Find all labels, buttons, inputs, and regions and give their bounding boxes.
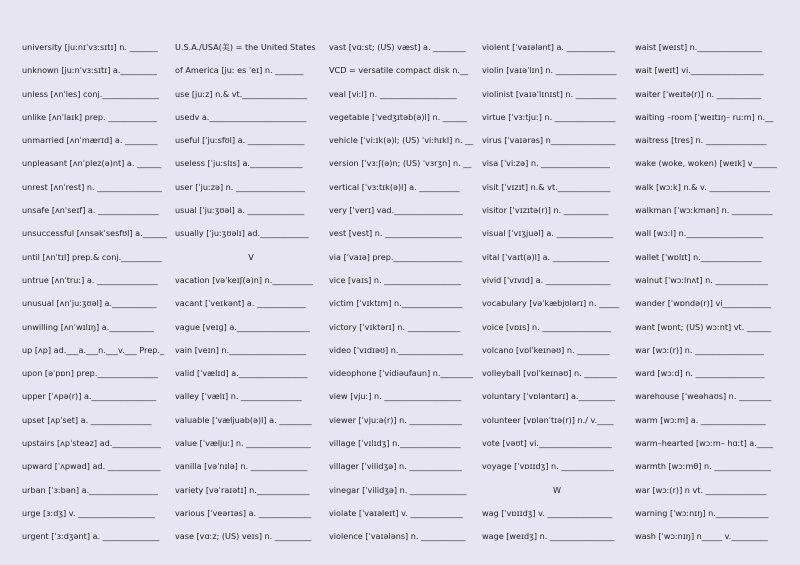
vocab-entry: upon [əˈpɒn] prep._______________ xyxy=(22,368,159,379)
vocab-entry: unusual [ʌnˈjuːʒʊəl] a.___________ xyxy=(22,298,157,309)
vocab-entry: unsafe [ʌnˈseɪf] a. _______________ xyxy=(22,205,159,216)
vocab-entry: vanilla [vəˈnɪlə] n. ______________ xyxy=(175,461,308,472)
vocab-entry: warm–hearted [wɔːm– hɑːt] a.____ xyxy=(635,438,774,449)
vocab-entry: vast [vɑːst; (US) væst] a. ________ xyxy=(329,42,466,52)
vocab-entry: ward [wɔːd] n. _________________ xyxy=(635,368,765,379)
section-letter-w: W xyxy=(552,484,561,495)
vocab-entry: volcano [vɒlˈkeɪnəʊ] n. ________ xyxy=(482,344,610,355)
vocab-entry: wander [ˈwɒndə(r)] vi____________ xyxy=(635,298,772,309)
vocab-entry: volleyball [vɒlˈkeɪnəʊ] n. ________ xyxy=(482,368,617,379)
vocab-entry: usually [ˈjuːʒʊəlɪ] ad.____________ xyxy=(175,228,309,239)
vocab-entry: waist [weɪst] n.________________ xyxy=(635,42,763,52)
vocab-entry: vivid [ˈvɪvɪd] a. ________________ xyxy=(482,274,611,285)
vocab-entry: walnut [ˈwɔːlnʌt] n. _____________ xyxy=(635,274,768,285)
vocab-entry: waitress [tres] n. _______________ xyxy=(635,135,767,146)
vocab-entry: visa [ˈviːzə] n. _________________ xyxy=(482,158,610,169)
vocab-entry: video [ˈvɪdɪəʊ] n.________________ xyxy=(329,344,464,355)
vocab-entry: upset [ʌpˈset] a. _______________ xyxy=(22,414,152,425)
vocab-entry: voluntary [ˈvɒləntərɪ] a._________ xyxy=(482,391,615,402)
vocab-entry: vacant [ˈveɪkənt] a. ____________ xyxy=(175,298,306,309)
vocab-entry: urban [ˈɜːbən] a._________________ xyxy=(22,484,158,495)
vocab-entry: walkman [ˈwɔːkmən] n. __________ xyxy=(635,205,773,216)
vocab-column-3 xyxy=(329,39,477,552)
vocab-entry: useless [ˈjuːslɪs] a._____________ xyxy=(175,158,303,169)
vocab-entry: upward [ˈʌpwəd] ad. _____________ xyxy=(22,461,161,472)
vocab-entry: voyage [ˈvɒɪɪdʒ] n. _____________ xyxy=(482,461,614,472)
vocab-entry: use [juːz] n.& vt.________________ xyxy=(175,88,308,99)
vocab-entry: up [ʌp] ad.___a.___n.___v.___ Prep._ xyxy=(22,344,165,355)
vocab-entry: victim [ˈvɪktɪm] n._______________ xyxy=(329,298,463,309)
vocab-column-2 xyxy=(175,39,327,552)
vocab-entry: veal [viːl] n. ___________________ xyxy=(329,88,457,99)
vocab-entry: unless [ʌnˈles] conj.______________ xyxy=(22,88,159,99)
vocab-entry: valley [ˈvælɪ] n. _______________ xyxy=(175,391,302,402)
vocab-entry: viewer [ˈvjuːə(r)] n. _____________ xyxy=(329,414,463,425)
vocab-entry: violate [ˈvaɪəleɪt] v. _____________ xyxy=(329,507,464,518)
vocab-entry: visit [ˈvɪzɪt] n.& vt._____________ xyxy=(482,181,611,192)
vocab-entry: wallet [ˈwɒlɪt] n._______________ xyxy=(635,251,762,262)
vocab-entry: urge [ɜːdʒ] v. ___________________ xyxy=(22,507,155,518)
vocab-entry: warm [wɔːm] a. ________________ xyxy=(635,414,766,425)
vocab-entry: U.S.A./USA(美) = the United States xyxy=(175,42,316,52)
vocab-entry: very [ˈverɪ] vad._________________ xyxy=(329,205,463,216)
vocab-entry: walk [wɔːk] n.& v. _______________ xyxy=(635,181,771,192)
vocab-entry: village [ˈvɪlɪdʒ] n._______________ xyxy=(329,438,461,449)
vocab-entry: unknown [juːnˈvɜːsɪtɪ] a._________ xyxy=(22,65,157,76)
vocab-entry: virtue [ˈvɜːtjuː] n. _______________ xyxy=(482,111,616,122)
vocab-entry: warmth [wɔːmθ] n. ______________ xyxy=(635,461,771,472)
vocab-entry: waiter [ˈweɪtə(r)] n. ___________ xyxy=(635,88,762,99)
vocab-entry: villager [ˈvilidʒə] n. _____________ xyxy=(329,461,462,472)
vocab-entry: unsuccessful [ʌnsəkˈsesfʊl] a.______ xyxy=(22,228,167,239)
vocab-entry: violinist [vaɪəˈlɪnɪst] n. __________ xyxy=(482,88,617,99)
vocab-entry: vacation [vəˈkeɪʃ(ə)n] n.__________ xyxy=(175,274,313,285)
vocab-entry: vague [veɪɡ] a.__________________ xyxy=(175,321,310,332)
vocab-entry: valuable [ˈvæljuəb(ə)l] a. ________ xyxy=(175,414,312,425)
vocab-entry: wait [weɪt] vi.__________________ xyxy=(635,65,764,76)
vocab-entry: valid [ˈvælɪd] a._________________ xyxy=(175,368,308,379)
vocab-entry: virus [ˈvaɪərəs] n________________ xyxy=(482,135,616,146)
vocab-entry: voice [vɒɪs] n. _________________ xyxy=(482,321,612,332)
vocab-entry: vice [vaɪs] n. ___________________ xyxy=(329,274,462,285)
vocab-entry: unmarried [ʌnˈmærɪd] a. ________ xyxy=(22,135,158,146)
vocab-entry: of America [juː es ˈeɪ] n. _______ xyxy=(175,65,304,76)
vocab-entry: vehicle [ˈviːɪk(ə)l; (US) ˈviːhɪkl] n. __ xyxy=(329,135,474,146)
vocab-entry: VCD = versatile compact disk n.__ xyxy=(329,65,469,76)
vocab-entry: upper [ˈʌpə(r)] a.________________ xyxy=(22,391,157,402)
vocab-column-4 xyxy=(482,39,632,552)
vocab-entry: unpleasant [ʌnˈplez(ə)nt] a. ______ xyxy=(22,158,162,169)
vocab-column-1 xyxy=(22,39,172,552)
vocab-entry: wag [ˈvɒɪɪdʒ] v. ________________ xyxy=(482,507,613,518)
vocab-entry: variety [vəˈraɪətɪ] n._____________ xyxy=(175,484,310,495)
vocab-entry: usual [ˈjuːʒʊəl] a. ______________ xyxy=(175,205,305,216)
vocab-entry: value [ˈvæljuː] n. ________________ xyxy=(175,438,311,449)
vocab-entry: useful [ˈjuːsfʊl] a. ______________ xyxy=(175,135,305,146)
vocab-entry: want [wɒnt; (US) wɔːnt] vt. ______ xyxy=(635,321,772,332)
vocab-entry: vain [veɪn] n.___________________ xyxy=(175,344,307,355)
vocab-entry: warning [ˈwɔːnɪŋ] n._____________ xyxy=(635,507,769,518)
vocab-entry: violent [ˈvaɪələnt] a. ____________ xyxy=(482,42,616,52)
vocab-entry: unlike [ʌnˈlaɪk] prep. ____________ xyxy=(22,111,157,122)
vocab-entry: warehouse [ˈweəhaʊs] n. ________ xyxy=(635,391,772,402)
vocab-entry: view [vjuː] n. ___________________ xyxy=(329,391,462,402)
vocab-entry: wall [wɔːl] n.___________________ xyxy=(635,228,764,239)
vocab-entry: university [juːnɪˈvɜːsɪtɪ] n. _______ xyxy=(22,42,158,52)
vocab-entry: various [ˈveərɪəs] a. _____________ xyxy=(175,507,312,518)
vocab-entry: usedv a.________________________ xyxy=(175,111,307,122)
section-letter-v: V xyxy=(248,251,254,262)
vocab-entry: visitor [ˈvɪzɪtə(r)] n. ___________ xyxy=(482,205,609,216)
vocab-entry: urgent [ˈɜːdʒənt] a. ______________ xyxy=(22,531,160,542)
vocab-entry: user [ˈjuːzə] n. _________________ xyxy=(175,181,305,192)
vocab-entry: war [wɔː(r)] n. _________________ xyxy=(635,344,764,355)
vocab-entry: wage [weɪdʒ] n. ________________ xyxy=(482,531,615,542)
vocab-entry: untrue [ʌnˈtruː] a. _______________ xyxy=(22,274,158,285)
vocab-entry: videophone [ˈvidiəufaun] n.________ xyxy=(329,368,473,379)
vocab-entry: version [ˈvɜːʃ(ə)n; (US) ˈvɜrʒn] n. __ xyxy=(329,158,472,169)
vocab-entry: vertical [ˈvɜːtɪk(ə)l] a. __________ xyxy=(329,181,460,192)
vocab-entry: violin [vaɪəˈlɪn] n. _______________ xyxy=(482,65,617,76)
vocab-entry: volunteer [vɒlənˈtɪə(r)] n./ v.____ xyxy=(482,414,614,425)
vocab-entry: vase [vɑːz; (US) veɪs] n. _________ xyxy=(175,531,312,542)
vocab-entry: vocabulary [vəˈkæbjʊlərɪ] n. _____ xyxy=(482,298,620,309)
vocab-entry: until [ʌnˈtɪl] prep.& conj.__________ xyxy=(22,251,162,262)
vocab-entry: unrest [ʌnˈrest] n. ________________ xyxy=(22,181,162,192)
vocab-entry: wake (woke, woken) [weɪk] v______ xyxy=(635,158,777,169)
vocab-entry: vote [vəʊt] vi.__________________ xyxy=(482,438,612,449)
vocab-entry: waiting –room [ˈweɪtɪŋ– ruːm] n.__ xyxy=(635,111,774,122)
vocab-entry: unwilling [ʌnˈwɪlɪŋ] a.___________ xyxy=(22,321,154,332)
vocab-entry: vinegar [ˈvilidʒə] n. ______________ xyxy=(329,484,467,495)
vocab-entry: war [wɔː(r)] n vt. _______________ xyxy=(635,484,767,495)
vocab-entry: vest [vest] n. ___________________ xyxy=(329,228,462,239)
vocab-column-5 xyxy=(635,39,783,552)
vocab-entry: upstairs [ʌpˈsteəz] ad.____________ xyxy=(22,438,161,449)
vocab-entry: visual [ˈvɪʒjuəl] a. ______________ xyxy=(482,228,614,239)
vocab-entry: via [ˈvaɪə] prep._________________ xyxy=(329,251,463,262)
vocab-entry: violence [ˈvaɪələns] n. ___________ xyxy=(329,531,466,542)
vocab-entry: vegetable [ˈvedʒɪtəb(ə)l] n. ______ xyxy=(329,111,468,122)
vocab-entry: wash [ˈwɔːnɪŋ] n_____ v._________ xyxy=(635,531,768,542)
vocab-entry: vital [ˈvaɪt(ə)l] a. ______________ xyxy=(482,251,610,262)
vocab-entry: victory [ˈvɪktərɪ] n. _____________ xyxy=(329,321,461,332)
